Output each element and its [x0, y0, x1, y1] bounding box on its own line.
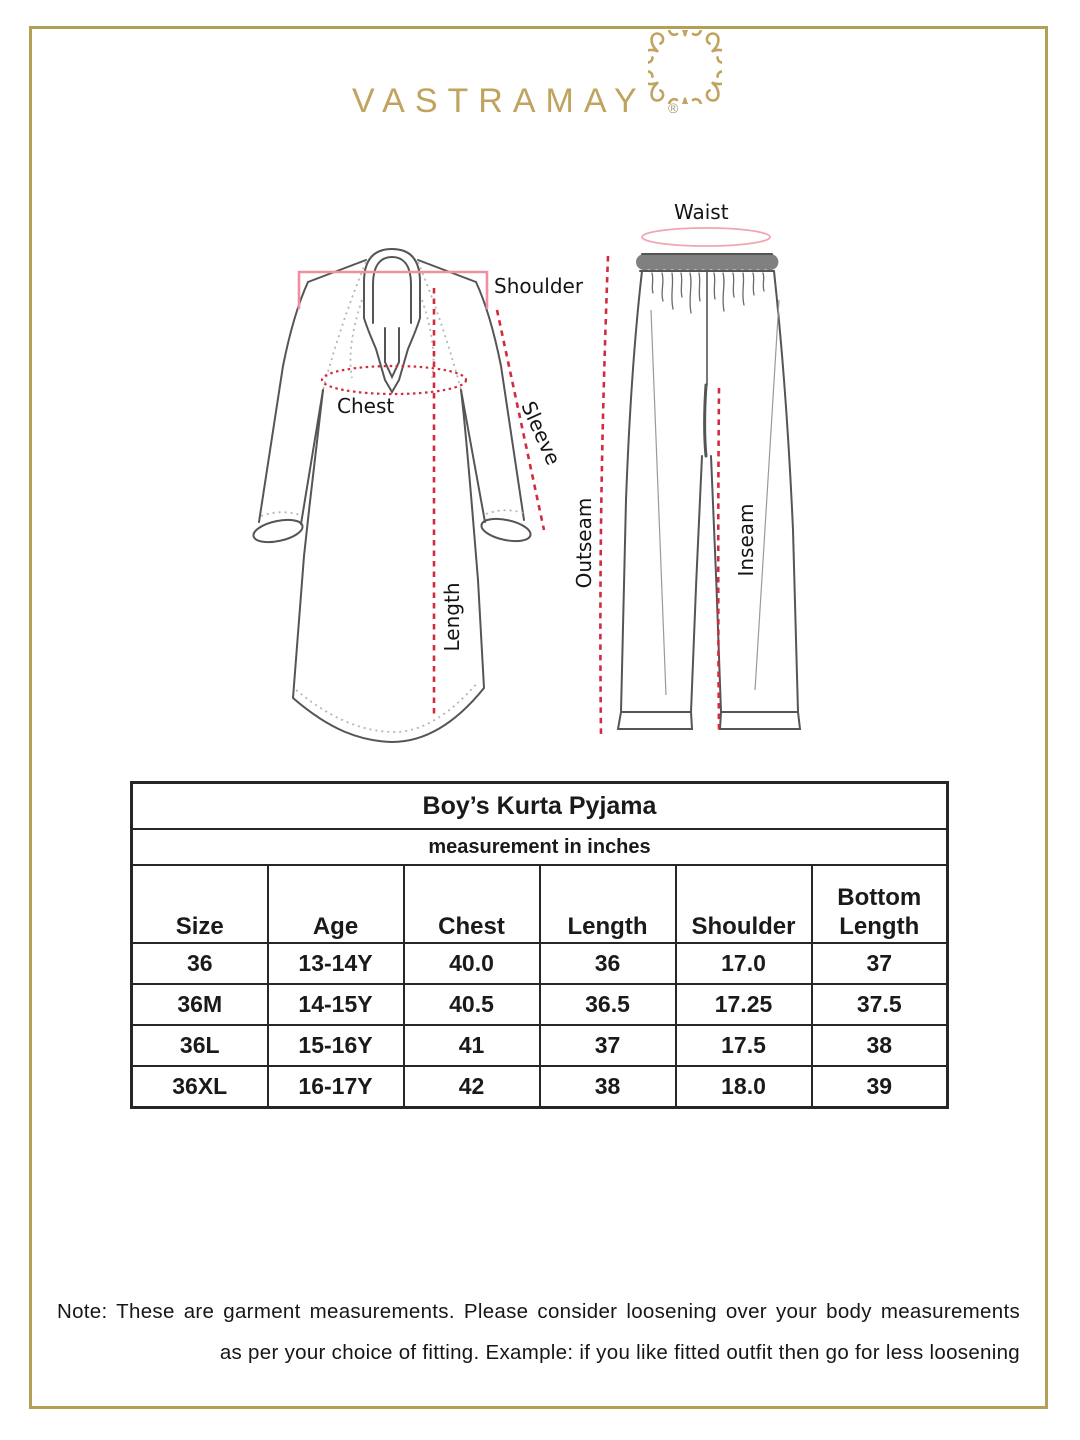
- pyjama-gathers: [652, 273, 764, 313]
- table-title: Boy’s Kurta Pyjama: [132, 783, 948, 830]
- label-outseam: Outseam: [572, 497, 596, 589]
- pyjama-wrinkles: [651, 300, 779, 695]
- cell-bottom-length: 39: [812, 1066, 948, 1108]
- cell-shoulder: 17.25: [676, 984, 812, 1025]
- brand-wordmark: VASTRAMAY: [352, 82, 647, 120]
- col-header-length: Length: [540, 865, 676, 943]
- size-chart: [130, 781, 949, 1109]
- pyjama-measure-lines: [600, 228, 770, 736]
- cell-size: 36M: [132, 984, 268, 1025]
- label-chest: Chest: [337, 394, 395, 418]
- cell-bottom-length: 37.5: [812, 984, 948, 1025]
- cell-shoulder: 17.5: [676, 1025, 812, 1066]
- pyjama-sketch: [618, 254, 800, 729]
- cell-length: 36.5: [540, 984, 676, 1025]
- cell-chest: 40.5: [404, 984, 540, 1025]
- table-row: [132, 1066, 948, 1108]
- cell-age: 13-14Y: [268, 943, 404, 984]
- cell-chest: 41: [404, 1025, 540, 1066]
- gold-page-border: [29, 26, 1048, 1409]
- label-length: Length: [440, 582, 464, 652]
- note-line-1: Note: These are garment measurements. Please consider loosening over your body measurements: [57, 1300, 1020, 1323]
- table-subtitle: measurement in inches: [132, 829, 948, 865]
- cell-age: 16-17Y: [268, 1066, 404, 1108]
- label-waist: Waist: [674, 200, 729, 224]
- size-chart-table: [130, 781, 949, 1109]
- cell-length: 37: [540, 1025, 676, 1066]
- table-row: [132, 943, 948, 984]
- cell-bottom-length: 37: [812, 943, 948, 984]
- label-inseam: Inseam: [734, 503, 758, 577]
- kurta-seam-dots: [261, 262, 523, 732]
- registered-trademark: ®: [668, 100, 679, 116]
- col-header-bottom-length: Bottom Length: [812, 865, 948, 943]
- flower-ornament-icon: [648, 30, 722, 104]
- cell-chest: 40.0: [404, 943, 540, 984]
- col-header-age: Age: [268, 865, 404, 943]
- cell-age: 14-15Y: [268, 984, 404, 1025]
- measurement-note: [57, 1291, 1020, 1373]
- col-header-size: Size: [132, 865, 268, 943]
- cell-chest: 42: [404, 1066, 540, 1108]
- cell-shoulder: 17.0: [676, 943, 812, 984]
- note-line-2: as per your choice of fitting. Example: if you like fitted outfit then go for less loosening: [219, 1341, 1020, 1364]
- cell-size: 36XL: [132, 1066, 268, 1108]
- table-row: [132, 1025, 948, 1066]
- kurta-sketch: [251, 249, 532, 742]
- cell-length: 38: [540, 1066, 676, 1108]
- cell-size: 36: [132, 943, 268, 984]
- kurta-measure-lines: [299, 272, 544, 714]
- col-header-chest: Chest: [404, 865, 540, 943]
- label-sleeve: Sleeve: [516, 397, 566, 469]
- cell-size: 36L: [132, 1025, 268, 1066]
- label-shoulder: Shoulder: [494, 274, 584, 298]
- col-header-shoulder: Shoulder: [676, 865, 812, 943]
- cell-bottom-length: 38: [812, 1025, 948, 1066]
- cell-age: 15-16Y: [268, 1025, 404, 1066]
- cell-length: 36: [540, 943, 676, 984]
- cell-shoulder: 18.0: [676, 1066, 812, 1108]
- table-row: [132, 984, 948, 1025]
